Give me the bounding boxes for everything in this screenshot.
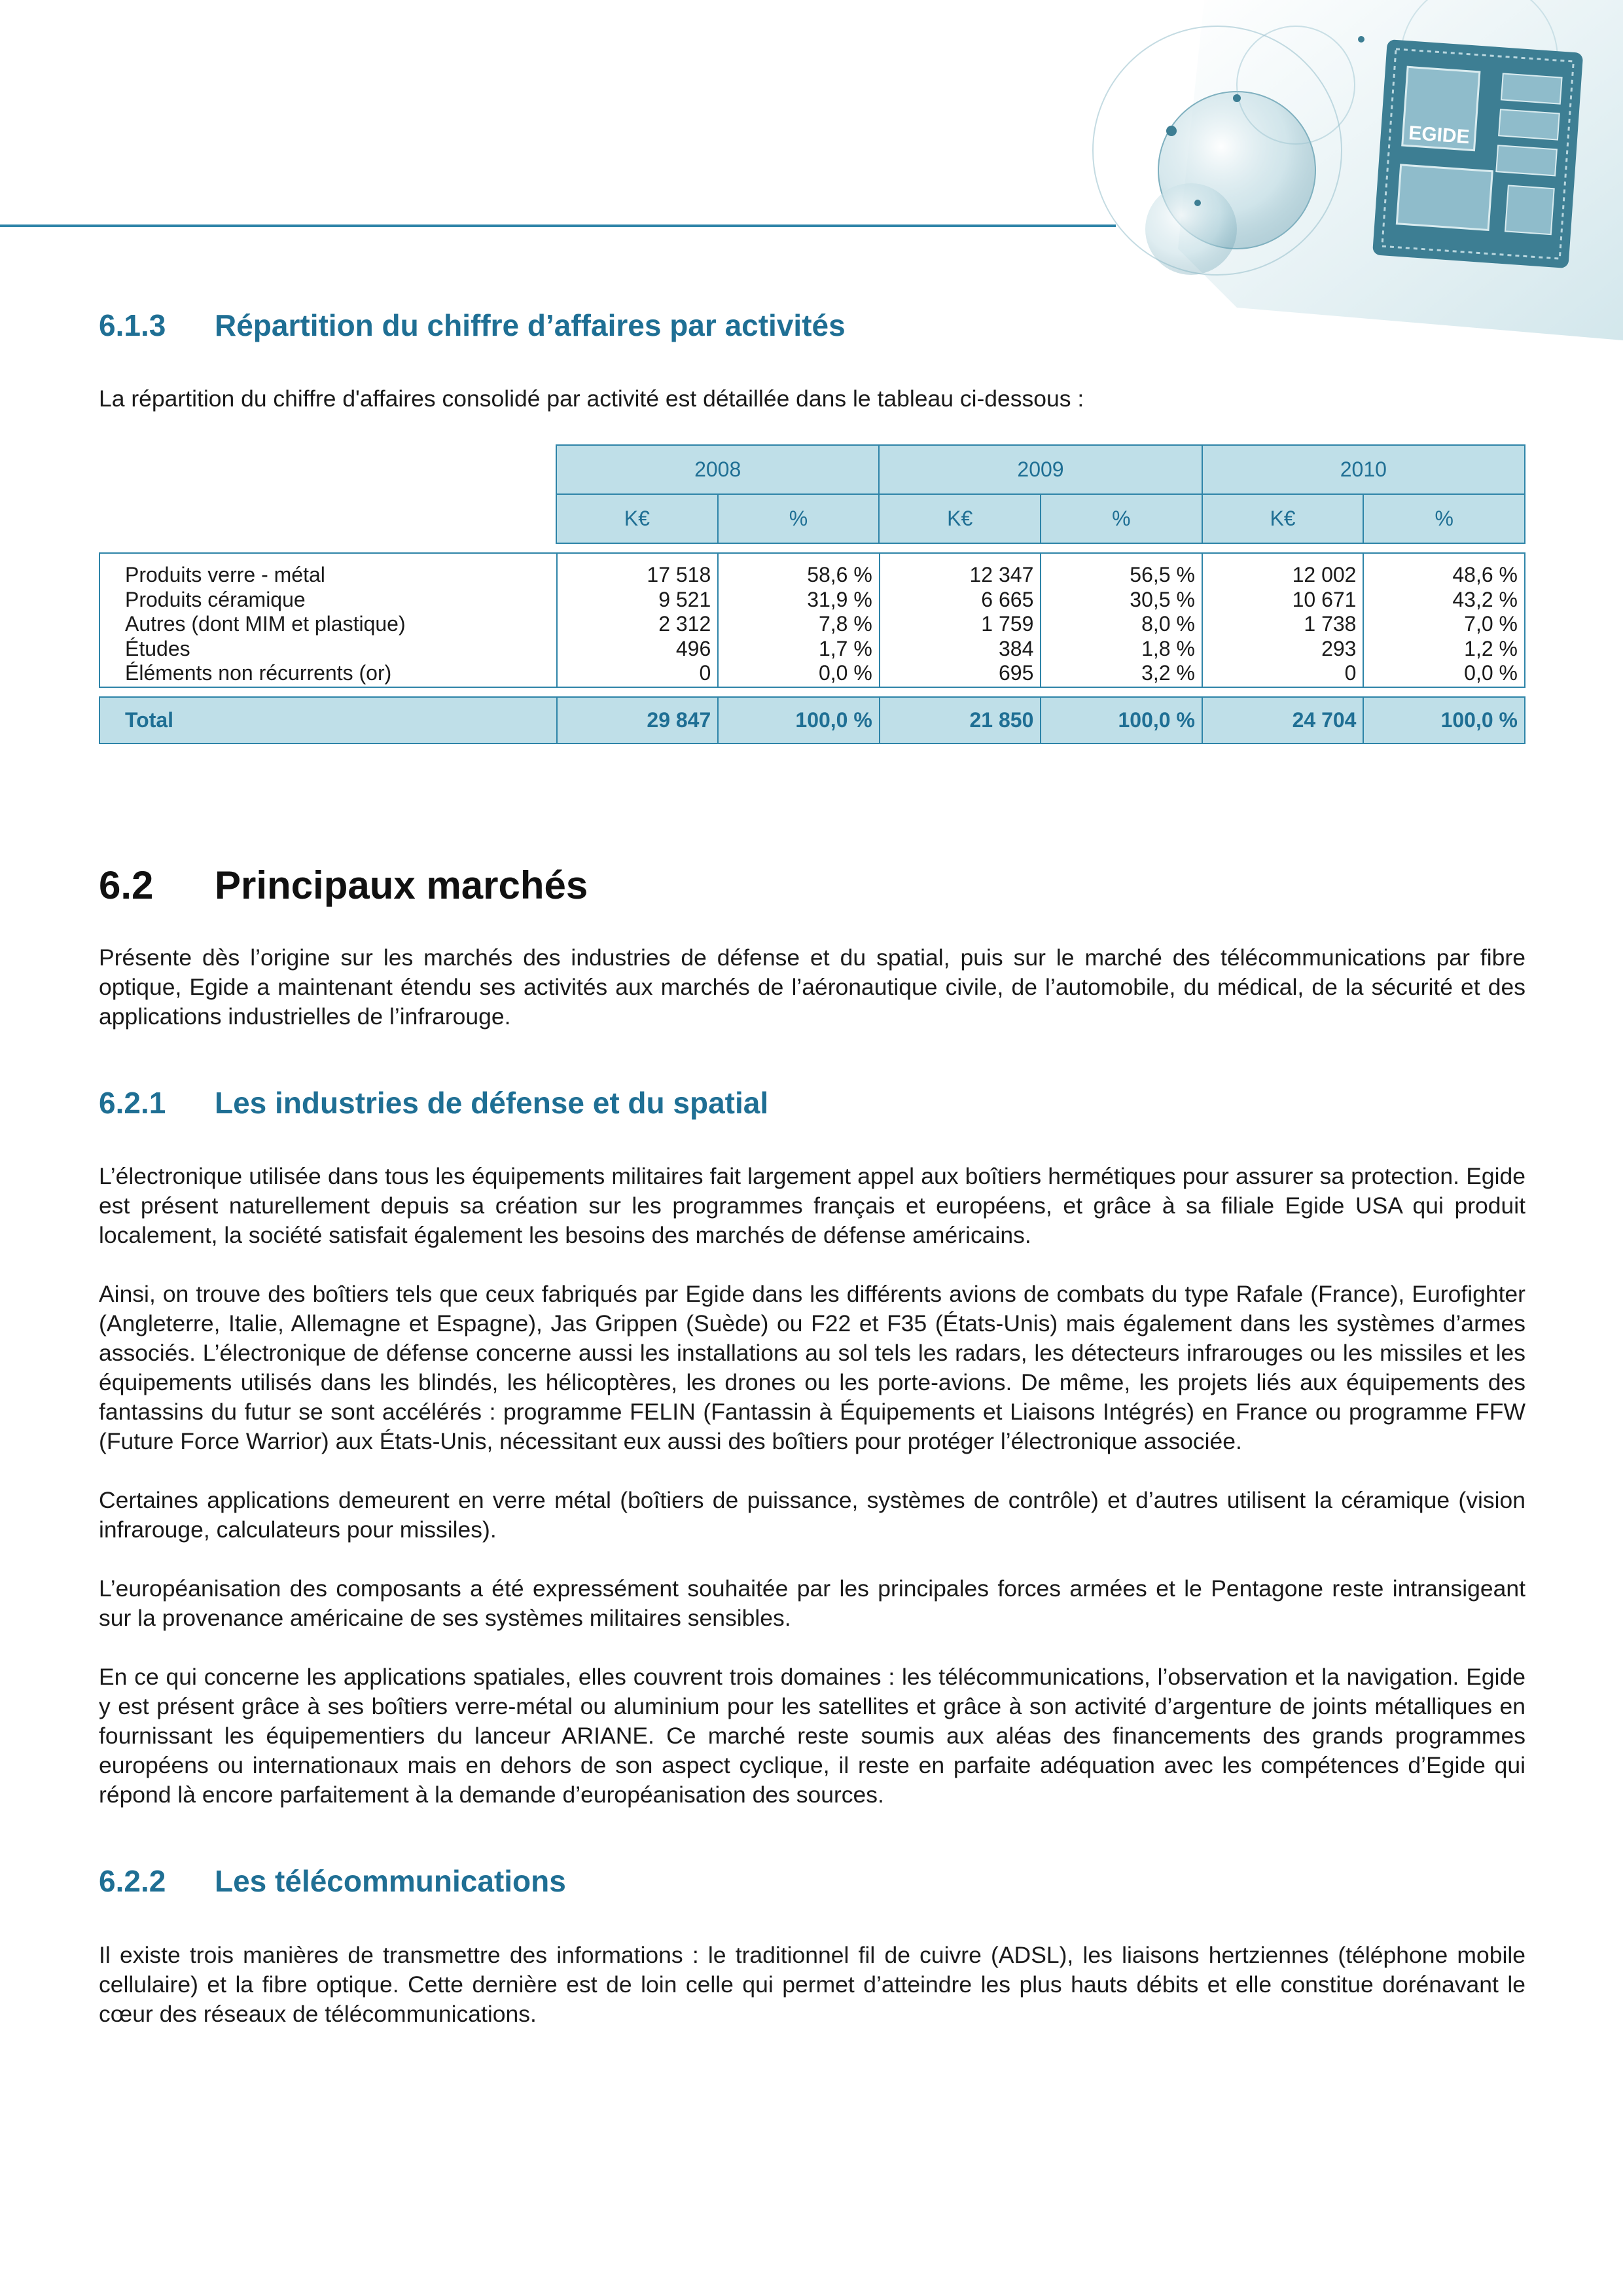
total-cell: 100,0 % [1040,698,1202,743]
page-content [99,308,1525,2029]
table-total-row [99,696,1525,744]
revenue-by-activity-table [99,444,1525,744]
heading-6-2-1 [99,1085,1525,1121]
unit-header: K€ [624,507,650,531]
heading-6-1-3 [99,308,1525,344]
table-cell: 7,8 % [818,612,872,636]
table-cell: 58,6 % [807,563,872,587]
table-cell: 43,2 % [1452,587,1518,611]
table-cell: 1,8 % [1141,636,1195,660]
total-label: Total [125,708,174,732]
paragraph: Ainsi, on trouve des boîtiers tels que ceux fabriqués par Egide dans les différents avions de combats du type Rafale (France), Eurofighter (Angleterre, Italie, Allemagne et Espagne), Jas Grippen (Suède) ou F22 et F35 (États-Unis) mais également dans les systèmes d’armes associés. L’électronique de défense concerne aussi les installations au sol tels les radars, les détecteurs infrarouges ou les missiles et les équipements utilisés dans les blindés, les hélicoptères, les drones ou les porte-avions. De même, les projets liés aux équipements des fantassins du futur se sont accélérés : programme FELIN (Fantassin à Équipements et Liaisons Intégrés) en France ou programme FFW (Future Force Warrior) aux États-Unis, nécessitant eux aussi des boîtiers pour protéger l’électronique associée. [99,1281,1525,1455]
table-cell: 9 521 [658,587,711,611]
row-label-column [100,554,556,687]
table-header [556,444,1525,544]
table-body [99,552,1525,688]
value-column [1040,554,1202,687]
row-label: Produits verre - métal [125,563,325,587]
table-intro: La répartition du chiffre d'affaires consolidé par activité est détaillée dans le tableau ci-dessous : [99,386,1084,412]
unit-header: % [717,495,879,543]
heading-title: Les télécommunications [215,1864,566,1899]
table-cell: 0,0 % [818,661,872,685]
table-cell: 56,5 % [1130,563,1195,587]
year-header: 2008 [694,457,741,482]
value-column [1363,554,1524,687]
heading-title: Principaux marchés [215,863,588,908]
table-cell: 48,6 % [1452,563,1518,587]
heading-title: Les industries de défense et du spatial [215,1086,769,1121]
total-cell: 29 847 [556,698,718,743]
heading-number: 6.2.1 [99,1086,166,1121]
egide-logo-illustration [1021,0,1623,340]
unit-header: % [1363,495,1524,543]
table-cell: 1,2 % [1464,636,1518,660]
table-cell: 0,0 % [1464,661,1518,685]
unit-header: % [1040,495,1202,543]
table-cell: 7,0 % [1464,612,1518,636]
row-label: Autres (dont MIM et plastique) [125,612,406,636]
heading-number: 6.2 [99,863,154,908]
logo-brand-text: EGIDE [1408,122,1471,149]
value-column [879,554,1041,687]
value-column [556,554,718,687]
row-label: Produits céramique [125,587,306,611]
heading-6-2-2 [99,1863,1525,1899]
table-cell: 17 518 [647,563,711,587]
paragraph: En ce qui concerne les applications spatiales, elles couvrent trois domaines : les télécommunications, l’observation et la navigation. Egide y est présent grâce à ses boîtiers verre-métal ou aluminium pour les satellites et grâce à son activité d’argenture de joints métalliques en fournissant les équipementiers du lanceur ARIANE. Ce marché reste soumis aux aléas des financements des grands programmes européens ou internationaux mais en dehors de son aspect cyclique, il reste en parfaite adéquation avec les compétences d’Egide qui répond là encore parfaitement à la demande d’européanisation des sources. [99,1664,1525,1808]
year-row [557,446,1524,493]
table-cell: 496 [675,636,711,660]
row-label: Éléments non récurrents (or) [125,661,392,685]
table-cell: 31,9 % [807,587,872,611]
table-cell: 10 671 [1292,587,1357,611]
table-cell: 12 002 [1292,563,1357,587]
table-cell: 1 738 [1304,612,1357,636]
total-cell: 100,0 % [1363,698,1524,743]
table-cell: 2 312 [658,612,711,636]
unit-header: K€ [878,495,1040,543]
table-cell: 0 [699,661,711,685]
table-cell: 30,5 % [1130,587,1195,611]
paragraph: Certaines applications demeurent en verre métal (boîtiers de puissance, systèmes de contrôle) et d’autres utilisent la céramique (vision infrarouge, calculateurs pour missiles). [99,1487,1525,1543]
table-cell: 1 759 [981,612,1034,636]
unit-row [557,493,1524,543]
table-cell: 1,7 % [818,636,872,660]
heading-number: 6.1.3 [99,308,166,342]
year-header: 2009 [878,446,1201,493]
total-cell: 21 850 [879,698,1041,743]
table-cell: 0 [1344,661,1357,685]
table-cell: 12 347 [969,563,1034,587]
table-cell: 384 [998,636,1034,660]
value-column [717,554,879,687]
total-cell: 100,0 % [717,698,879,743]
paragraph: Présente dès l’origine sur les marchés des industries de défense et du spatial, puis sur le marché des télécommunications par fibre optique, Egide a maintenant étendu ses activités aux marchés de l’aéronautique civile, de l’automobile, du médical, de la sécurité et des applications industrielles de l’infrarouge. [99,944,1525,1030]
table-cell: 6 665 [981,587,1034,611]
table-cell: 8,0 % [1141,612,1195,636]
paragraph: L’européanisation des composants a été expressément souhaitée par les principales forces armées et le Pentagone reste intransigeant sur la provenance américaine de ses systèmes militaires sensibles. [99,1575,1525,1632]
row-label: Études [125,636,190,660]
table-cell: 3,2 % [1141,661,1195,685]
unit-header: K€ [1202,495,1363,543]
paragraph: Il existe trois manières de transmettre des informations : le traditionnel fil de cuivre (ADSL), les liaisons hertziennes (téléphone mobile cellulaire) et la fibre optique. Cette dernière est de loin celle qui permet d’atteindre les plus hauts débits et elle constitue dorénavant le cœur des réseaux de télécommunications. [99,1941,1525,2027]
total-cell: 24 704 [1202,698,1363,743]
table-cell: 695 [998,661,1034,685]
value-column [1202,554,1363,687]
year-header: 2010 [1202,446,1524,493]
heading-6-2 [99,862,1525,909]
paragraph: L’électronique utilisée dans tous les équipements militaires fait largement appel aux boîtiers hermétiques pour assurer sa protection. Egide est présent naturellement depuis sa création sur les programmes français et européens, et grâce à sa filiale Egide USA qui produit localement, la société satisfait également les besoins des marchés de défense américains. [99,1163,1525,1249]
heading-title: Répartition du chiffre d’affaires par activités [215,308,846,342]
heading-number: 6.2.2 [99,1864,166,1899]
header-rule [0,224,1116,227]
table-cell: 293 [1321,636,1357,660]
